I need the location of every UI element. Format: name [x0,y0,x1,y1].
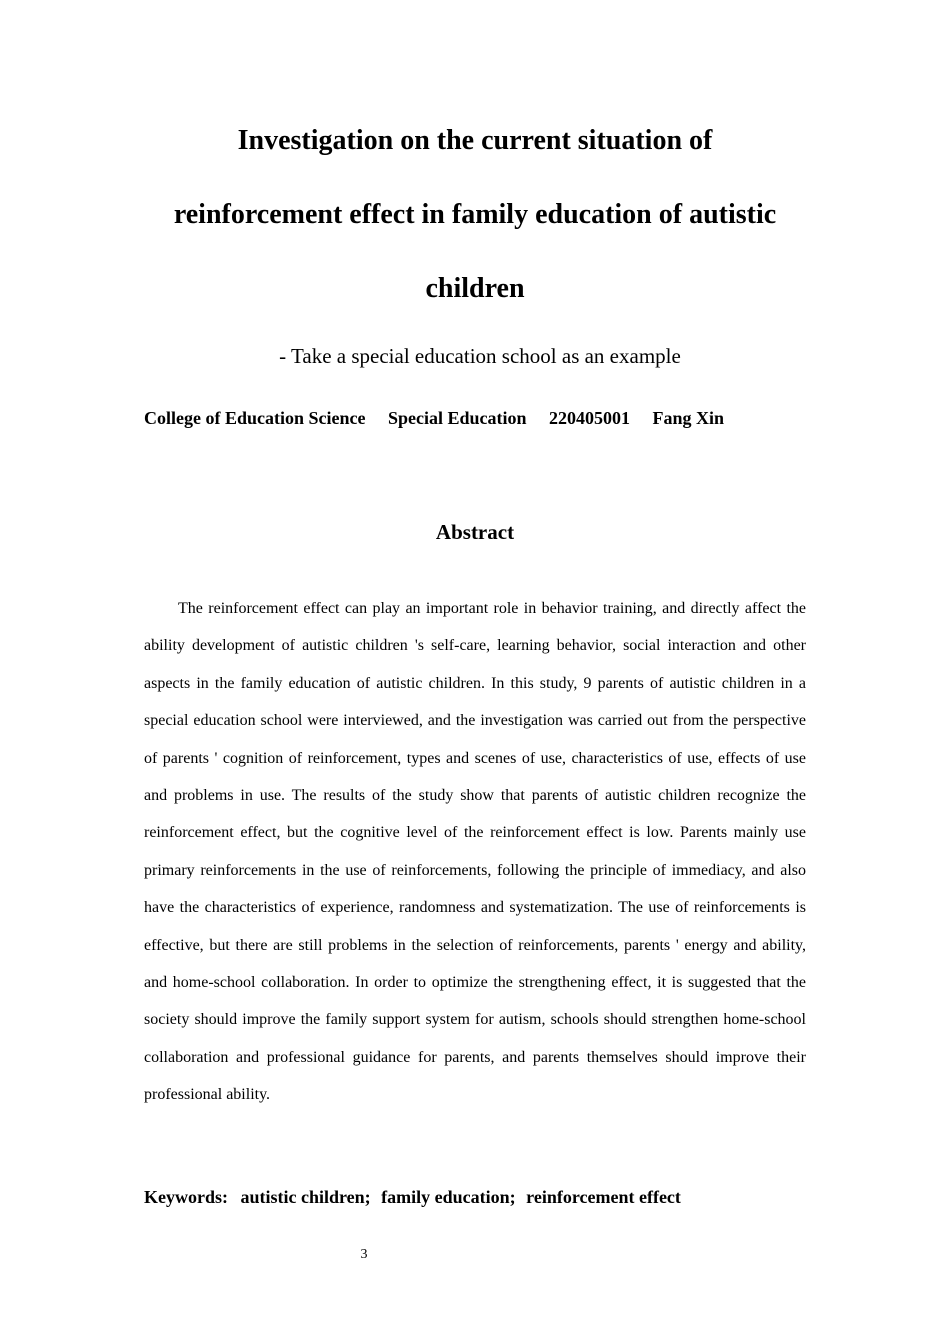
abstract-body: The reinforcement effect can play an important role in behavior training, and directly affect the ability development of autistic children 's self-care, learning behavior, social interaction and other aspects in the family education of autistic children. In this study, 9 parents of autistic children in a special education school were interviewed, and the investigation was carried out from the perspective of parents ' cognition of reinforcement, types and scenes of use, characteristics of use, effects of use and problems in use. The results of the study show that parents of autistic children recognize the reinforcement effect, but the cognitive level of the reinforcement effect is low. Parents mainly use primary reinforcements in the use of reinforcements, following the principle of immediacy, and also have the characteristics of experience, randomness and systematization. The use of reinforcements is effective, but there are still problems in the selection of reinforcements, parents ' energy and ability, and home-school collaboration. In order to optimize the strengthening effect, it is suggested that the society should improve the family support system for autism, schools should strengthen home-school collaboration and professional guidance for parents, and parents themselves should improve their professional ability. [144,600,806,1104]
keywords-label: Keywords: [144,1187,228,1207]
title-line-2: reinforcement effect in family education of autistic [173,199,777,230]
author-info [144,406,724,430]
title-line-1: Investigation on the current situation of [237,125,713,156]
abstract-heading: Abstract [435,520,515,544]
author-major: Special Education [387,408,527,428]
author-name: Fang Xin [652,408,725,428]
keyword-item: reinforcement effect [526,1187,681,1207]
keyword-item: family education [381,1187,510,1207]
author-student-id: 220405001 [549,408,631,428]
subtitle: - Take a special education school as an example [279,344,681,368]
author-college: College of Education Science [144,408,366,428]
keyword-separator: ; [364,1187,371,1207]
keyword-item: autistic children [240,1187,365,1207]
keyword-separator: ; [509,1187,516,1207]
keywords [144,1184,681,1210]
page-number: 3 [360,1247,368,1262]
title-line-3: children [425,273,525,304]
